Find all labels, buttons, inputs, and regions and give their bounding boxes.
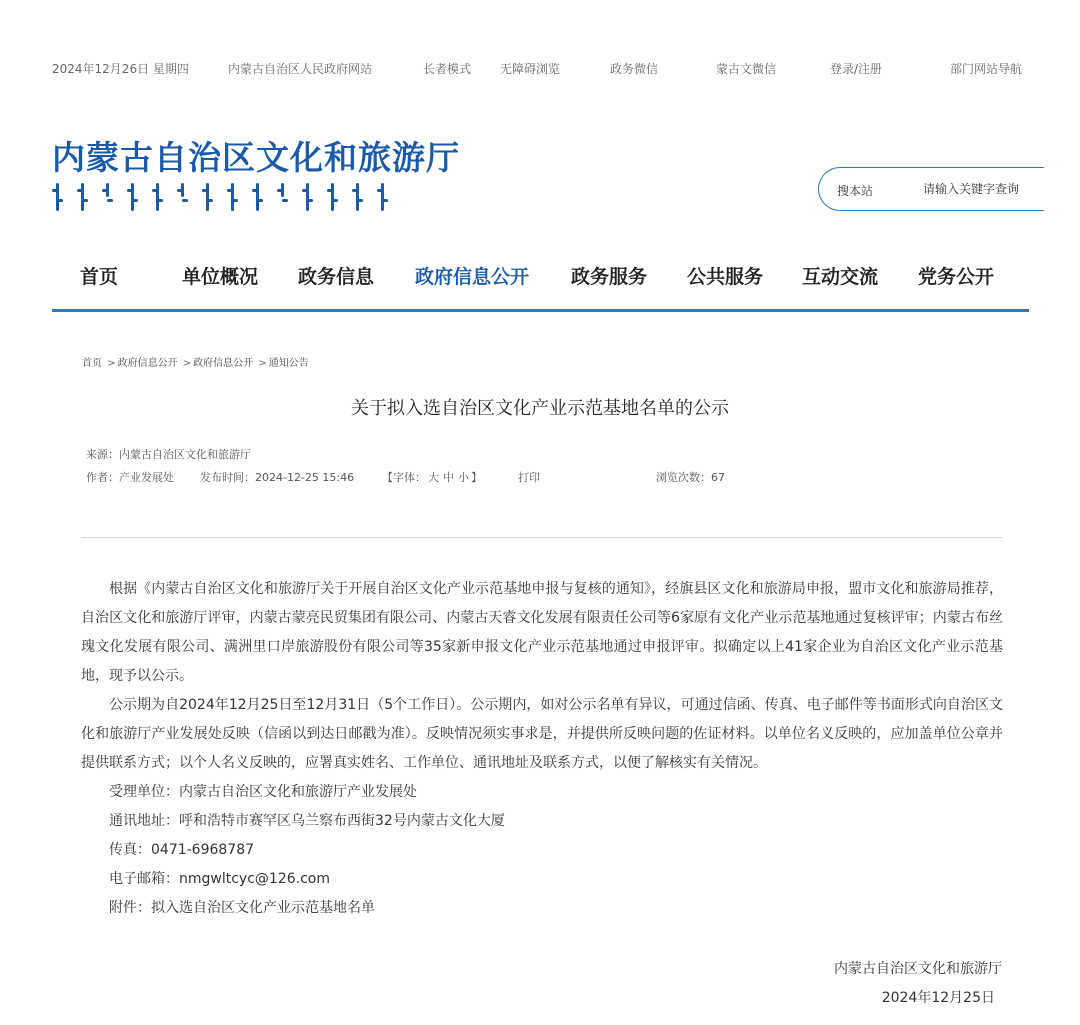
font-size-switcher: 【字体： 大 中 小 】 <box>382 471 482 484</box>
top-utility-bar <box>52 60 1028 78</box>
print-button[interactable]: 打印 <box>518 471 540 484</box>
breadcrumb-sep: > <box>182 358 192 369</box>
signature-date: 2024年12月25日 <box>881 990 995 1006</box>
attachment-link[interactable]: 拟入选自治区文化产业示范基地名单 <box>151 900 375 916</box>
nav-public-services[interactable]: 公共服务 <box>687 266 764 288</box>
nav-underline <box>52 309 1029 312</box>
main-nav <box>52 262 1028 298</box>
breadcrumb-sep: > <box>258 358 267 369</box>
site-logo[interactable] <box>52 132 460 211</box>
paragraph: 根据《内蒙古自治区文化和旅游厅关于开展自治区文化产业示范基地申报与复核的通知》，经旗县区文化和旅游局申报，盟市文化和旅游局推荐，自治区文化和旅游厅评审，内蒙古蒙亮民贸集团有限公司、内蒙古天睿文化发展有限责任公司等6家原有文化产业示范基地通过复核评审；内蒙古布丝瑰文化发展有限公司、满洲里口岸旅游股份有限公司等35家新申报文化产业示范基地通过申报评审。拟确定以上41家企业为自治区文化产业示范基地，现予以公示。 <box>81 581 1003 684</box>
breadcrumb-notices[interactable]: 通知公告 <box>268 358 309 369</box>
dept-site-nav-link[interactable]: 部门网站导航 <box>950 62 1023 76</box>
search-box <box>818 167 1044 211</box>
content-divider <box>81 537 1002 538</box>
gov-wechat-link[interactable]: 政务微信 <box>610 62 659 76</box>
article-title: 关于拟入选自治区文化产业示范基地名单的公示 <box>351 398 729 419</box>
font-large-button[interactable]: 大 <box>428 471 439 484</box>
breadcrumb-gov-info-1[interactable]: 政府信息公开 <box>117 358 178 369</box>
current-date: 2024年12月26日 星期四 <box>52 62 189 76</box>
paragraph: 公示期为自2024年12月25日至12月31日（5个工作日）。公示期内，如对公示名单有异议，可通过信函、传真、电子邮件等书面形式向自治区文化和旅游厅产业发展处反映（信函以到达日邮戳为准）。反映情况须实事求是，并提供所反映问题的佐证材料。以单位名义反映的，应加盖单位公章并提供联系方式；以个人名义反映的，应署真实姓名、工作单位、通讯地址及联系方式，以便了解核实有关情况。 <box>81 697 1003 771</box>
view-count: 浏览次数：67 <box>656 471 725 484</box>
contact-email: 电子邮箱：nmgwltcyc@126.com <box>109 871 330 887</box>
contact-unit: 受理单位：内蒙古自治区文化和旅游厅产业发展处 <box>109 784 417 800</box>
contact-address: 通讯地址：呼和浩特市赛罕区乌兰察布西街32号内蒙古文化大厦 <box>109 813 505 829</box>
search-input[interactable] <box>923 179 1039 199</box>
attachment-label: 附件： <box>109 900 151 916</box>
accessible-browse-link[interactable]: 无障碍浏览 <box>500 62 561 76</box>
author-text: 作者：产业发展处 <box>86 471 174 484</box>
site-title: 内蒙古自治区文化和旅游厅 <box>52 138 460 177</box>
breadcrumb <box>82 354 309 369</box>
search-scope-button[interactable]: 搜本站 <box>837 184 874 198</box>
nav-unit-overview[interactable]: 单位概况 <box>182 266 259 288</box>
font-medium-button[interactable]: 中 <box>443 471 454 484</box>
login-register-link[interactable]: 登录/注册 <box>830 62 883 76</box>
source-text: 来源：内蒙古自治区文化和旅游厅 <box>86 448 251 461</box>
attachment <box>81 894 1003 923</box>
contact-fax: 传真：0471-6968787 <box>109 842 255 858</box>
signature-org: 内蒙古自治区文化和旅游厅 <box>834 961 1002 977</box>
mongol-wechat-link[interactable]: 蒙古文微信 <box>716 62 777 76</box>
elder-mode-link[interactable]: 长者模式 <box>423 62 472 76</box>
article-content <box>81 575 1003 923</box>
nav-gov-services[interactable]: 政务服务 <box>571 266 648 288</box>
breadcrumb-gov-info-2[interactable]: 政府信息公开 <box>193 358 254 369</box>
nav-home[interactable]: 首页 <box>80 266 119 288</box>
breadcrumb-sep: > <box>107 358 116 369</box>
gov-site-link[interactable]: 内蒙古自治区人民政府网站 <box>228 62 373 76</box>
nav-gov-info[interactable]: 政务信息 <box>298 266 375 288</box>
nav-party-affairs[interactable]: 党务公开 <box>918 266 995 288</box>
nav-interaction[interactable]: 互动交流 <box>802 266 879 288</box>
breadcrumb-home[interactable]: 首页 <box>82 358 102 369</box>
mongolian-script-logo <box>52 183 460 211</box>
nav-gov-info-disclosure[interactable]: 政府信息公开 <box>415 266 530 288</box>
publish-time: 发布时间：2024-12-25 15:46 <box>200 471 355 484</box>
font-small-button[interactable]: 小 <box>458 471 469 484</box>
